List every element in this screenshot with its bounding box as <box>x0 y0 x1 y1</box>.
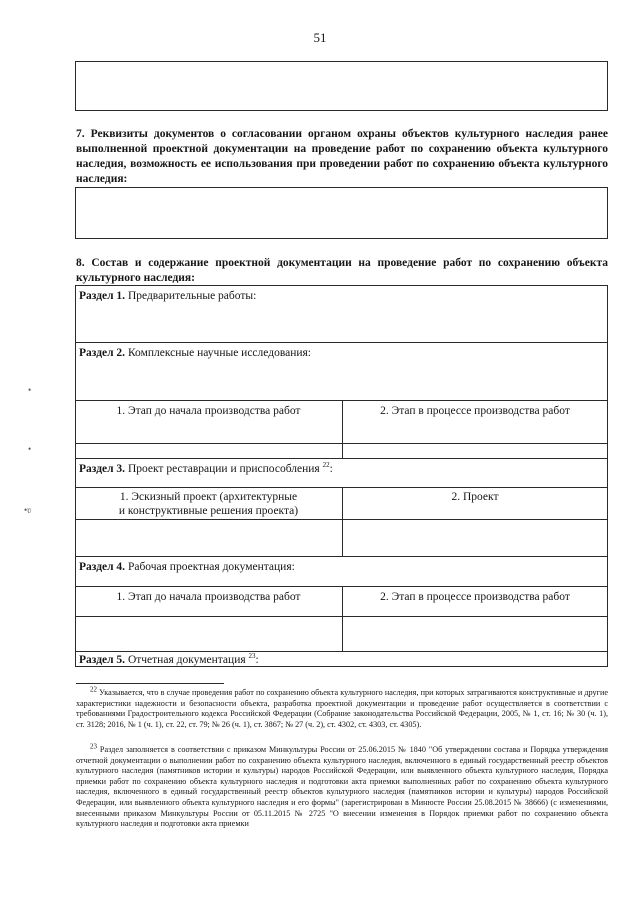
table-divider <box>75 342 608 343</box>
table-row-section-4 <box>79 560 295 574</box>
section-5-label: Раздел 5. <box>79 654 126 666</box>
section-2-stage-1: 1. Этап до начала производства работ <box>116 405 301 417</box>
section-7-heading: 7. Реквизиты документов о согласовании органом охраны объектов культурного наследия ранее выполненной проектной документации на проведение работ по сохранению объекта культурного наследия, возможность ее использования при проведении работ по сохранению объекта культурного наследия: <box>76 128 608 185</box>
footnote-separator <box>76 683 224 684</box>
section-5-title: Отчетная документация <box>125 654 249 666</box>
table-divider <box>75 458 608 459</box>
section-2-stage-2: 2. Этап в процессе производства работ <box>380 405 570 417</box>
scan-mark: •ʋ <box>24 505 32 515</box>
section-3-label: Раздел 3. <box>79 463 126 475</box>
footnote-22-number: 22 <box>90 685 97 694</box>
table-divider <box>75 556 608 557</box>
section-4-title: Рабочая проектная документация: <box>125 561 295 573</box>
section-3-title: Проект реставрации и приспособления <box>125 463 323 475</box>
footnote-22 <box>76 685 608 730</box>
section-7-answer-box <box>75 187 608 239</box>
section-4-stage-2: 2. Этап в процессе производства работ <box>380 591 570 603</box>
section-3-sketch-project <box>75 490 342 518</box>
footnote-ref-22: 22 <box>322 461 330 470</box>
table-row-section-5 <box>79 653 259 667</box>
footnote-23-number: 23 <box>90 742 97 751</box>
page-number: 51 <box>313 30 327 45</box>
scan-mark: • <box>28 385 32 395</box>
section-1-title: Предварительные работы: <box>125 290 257 302</box>
section-1-label: Раздел 1. <box>79 290 126 302</box>
previous-section-box <box>75 61 608 111</box>
footnote-23-text: Раздел заполняется в соответствии с приказом Минкультуры России от 25.06.2015 № 1840 "Об утверждении состава и Порядка утверждения отчетной документации о выполнении работ по сохранению объекта культурного наследия, включенного в единый государственный реестр объектов культурного наследия (памятников истории и культуры) народов Российской Федерации, или выявленного объекта культурного наследия, Порядка приемки работ по сохранению объекта культурного наследия и подготовки акта приемки выполненных работ по сохранению объекта культурного наследия, включенного в единый государственный реестр объектов культурного наследия (памятников истории и культуры) народов Российской Федерации, или выявленного объекта культурного наследия и его формы" (зарегистрирован в Минюсте России 25.08.2015 № 38666) (с изменениями, внесенными приказом Минкультуры России от 05.11.2015 № 2725 "О внесении изменения в Порядок приемки работ по сохранению объекта культурного наследия и подготовки акта приемки <box>76 745 608 829</box>
footnote-22-text: Указывается, что в случае проведения работ по сохранению объекта культурного наследия, при которых затрагиваются конструктивные и другие характеристики надежности и безопасности объекта, разработка проектной документации и проведение работ осуществляется в соответствии с требованиями Градостроительного кодекса Российской Федерации (Собрание законодательства Российской Федерации, 2005, № 1, ст. 16; № 30 (ч. 1), ст. 3128; 2016, № 1 (ч. 1), ст. 22, ст. 79; № 26 (ч. 1), ст. 3867; № 27 (ч. 2), ст. 4302, ст. 4303, ст. 4305). <box>76 688 608 729</box>
table-divider <box>75 651 608 652</box>
table-row-section-2 <box>79 346 311 360</box>
sketch-project-line-1: 1. Эскизный проект (архитектурные <box>119 491 298 503</box>
table-row-section-3 <box>79 462 333 476</box>
sketch-project-line-2: и конструктивные решения проекта) <box>118 505 299 517</box>
section-3-project: 2. Проект <box>451 491 499 503</box>
table-row-section-1 <box>79 289 256 303</box>
section-2-label: Раздел 2. <box>79 347 126 359</box>
section-2-title: Комплексные научные исследования: <box>125 347 312 359</box>
footnote-ref-23: 23 <box>248 652 256 661</box>
section-8-heading: 8. Состав и содержание проектной документации на проведение работ по сохранению объекта культурного наследия: <box>76 257 608 284</box>
section-4-stage-1: 1. Этап до начала производства работ <box>116 591 301 603</box>
section-3-colon: : <box>329 463 333 475</box>
section-5-colon: : <box>255 654 259 666</box>
section-4-label: Раздел 4. <box>79 561 126 573</box>
footnote-23 <box>76 742 608 830</box>
scan-mark: • <box>28 444 32 454</box>
